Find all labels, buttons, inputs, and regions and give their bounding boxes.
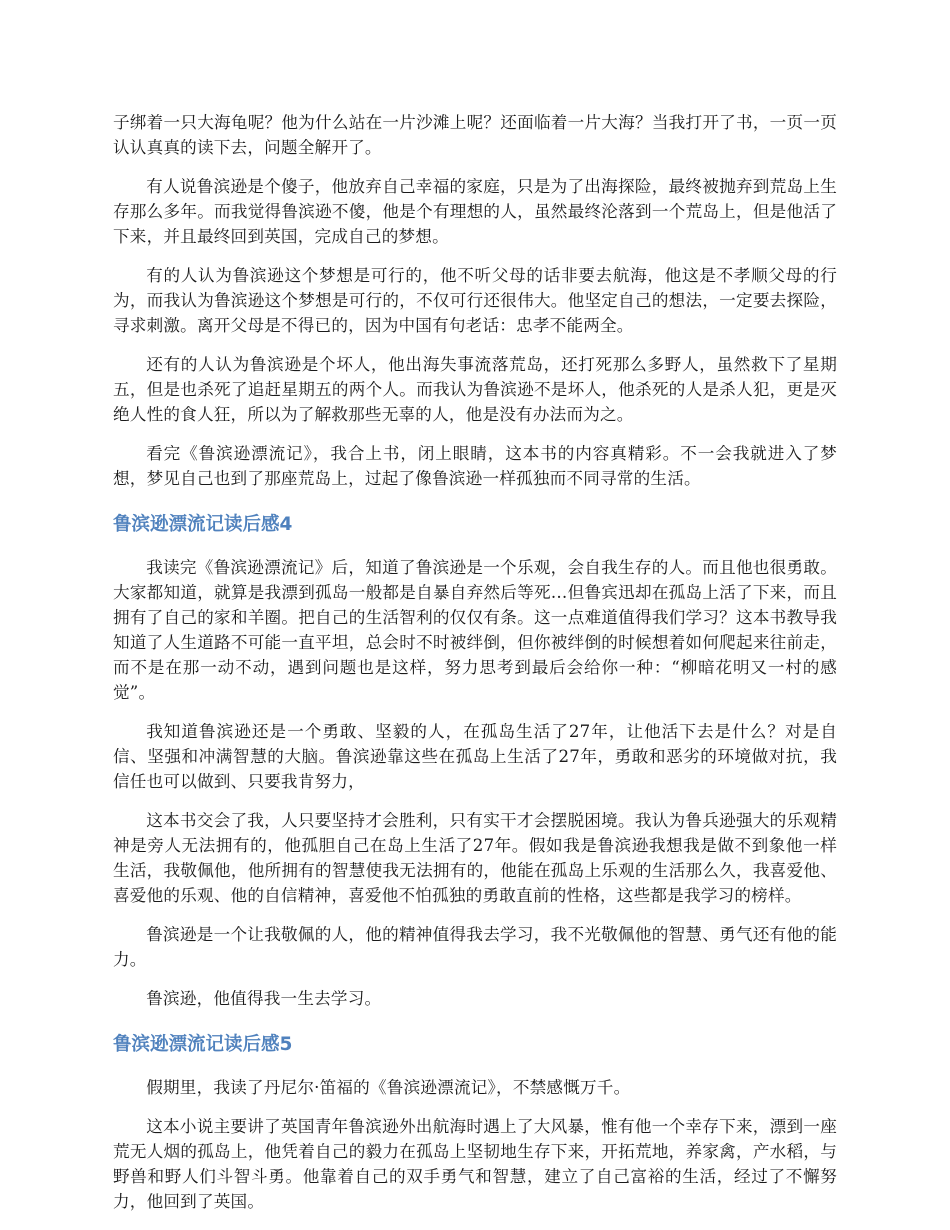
- paragraph: 这本小说主要讲了英国青年鲁滨逊外出航海时遇上了大风暴，惟有他一个幸存下来，漂到一座荒无人烟的孤岛上，他凭着自己的毅力在孤岛上坚韧地生存下来，开拓荒地，养家禽，产水稻，与野兽和野人们斗智斗勇。他靠着自己的双手勇气和智慧，建立了自己富裕的生活，经过了不懈努力，他回到了英国。: [113, 1117, 837, 1211]
- paragraph: 还有的人认为鲁滨逊是个坏人，他出海失事流落荒岛，还打死那么多野人，虽然救下了星期五，但是也杀死了追赶星期五的两个人。而我认为鲁滨逊不是坏人，他杀死的人是杀人犯，更是灭绝人性的食人狂，所以为了解救那些无辜的人，他是没有办法而为之。: [113, 355, 837, 424]
- paragraph: 鲁滨逊，他值得我一生去学习。: [146, 989, 382, 1008]
- paragraph: 有的人认为鲁滨逊这个梦想是可行的，他不听父母的话非要去航海，他这是不孝顺父母的行为，而我认为鲁滨逊这个梦想是可行的，不仅可行还很伟大。他坚定自己的想法，一定要去探险，寻求刺激。离开父母是不得已的，因为中国有句老话：忠孝不能两全。: [113, 266, 837, 335]
- paragraph: 鲁滨逊是一个让我敬佩的人，他的精神值得我去学习，我不光敬佩他的智慧、勇气还有他的能力。: [113, 925, 837, 969]
- section-heading: 鲁滨逊漂流记读后感4: [113, 514, 293, 535]
- paragraph: 有人说鲁滨逊是个傻子，他放弃自己幸福的家庭，只是为了出海探险，最终被抛弃到荒岛上生存那么多年。而我觉得鲁滨逊不傻，他是个有理想的人，虽然最终沦落到一个荒岛上，但是他活了下来，并且最终回到英国，完成自己的梦想。: [113, 177, 837, 246]
- section-heading: 鲁滨逊漂流记读后感5: [113, 1034, 293, 1055]
- paragraph: 我读完《鲁滨逊漂流记》后，知道了鲁滨逊是一个乐观，会自我生存的人。而且他也很勇敢。大家都知道，就算是我漂到孤岛一般都是自暴自弃然后等死…但鲁宾迅却在孤岛上活了下来，而且拥有了自己的家和羊圈。把自己的生活智利的仅仅有条。这一点难道值得我们学习？这本书教导我知道了人生道路不可能一直平坦，总会时不时被绊倒，但你被绊倒的时候想着如何爬起来往前走，而不是在那一动不动，遇到问题也是这样，努力思考到最后会给你一种：“柳暗花明又一村的感觉”。: [113, 558, 837, 702]
- paragraph: 这本书交会了我，人只要坚持才会胜利，只有实干才会摆脱困境。我认为鲁兵逊强大的乐观精神是旁人无法拥有的，他孤胆自己在岛上生活了27年。假如我是鲁滨逊我想我是做不到象他一样生活，我敬佩他，他所拥有的智慧使我无法拥有的，他能在孤岛上乐观的生活那么久，我喜爱他、喜爱他的乐观、他的自信精神，喜爱他不怕孤独的勇敢直前的性格，这些都是我学习的榜样。: [113, 811, 837, 905]
- paragraph: 假期里，我读了丹尼尔·笛福的《鲁滨逊漂流记》，不禁感慨万千。: [146, 1078, 631, 1097]
- paragraph-continued: 子绑着一只大海龟呢？他为什么站在一片沙滩上呢？还面临着一片大海？当我打开了书，一页一页认认真真的读下去，问题全解开了。: [113, 113, 837, 157]
- paragraph: 我知道鲁滨逊还是一个勇敢、坚毅的人，在孤岛生活了27年，让他活下去是什么？对是自信、坚强和冲满智慧的大脑。鲁滨逊靠这些在孤岛上生活了27年，勇敢和恶劣的环境做对抗，我信任也可以做到、只要我肯努力，: [113, 722, 837, 791]
- paragraph: 看完《鲁滨逊漂流记》，我合上书，闭上眼睛，这本书的内容真精彩。不一会我就进入了梦想，梦见自己也到了那座荒岛上，过起了像鲁滨逊一样孤独而不同寻常的生活。: [113, 444, 837, 488]
